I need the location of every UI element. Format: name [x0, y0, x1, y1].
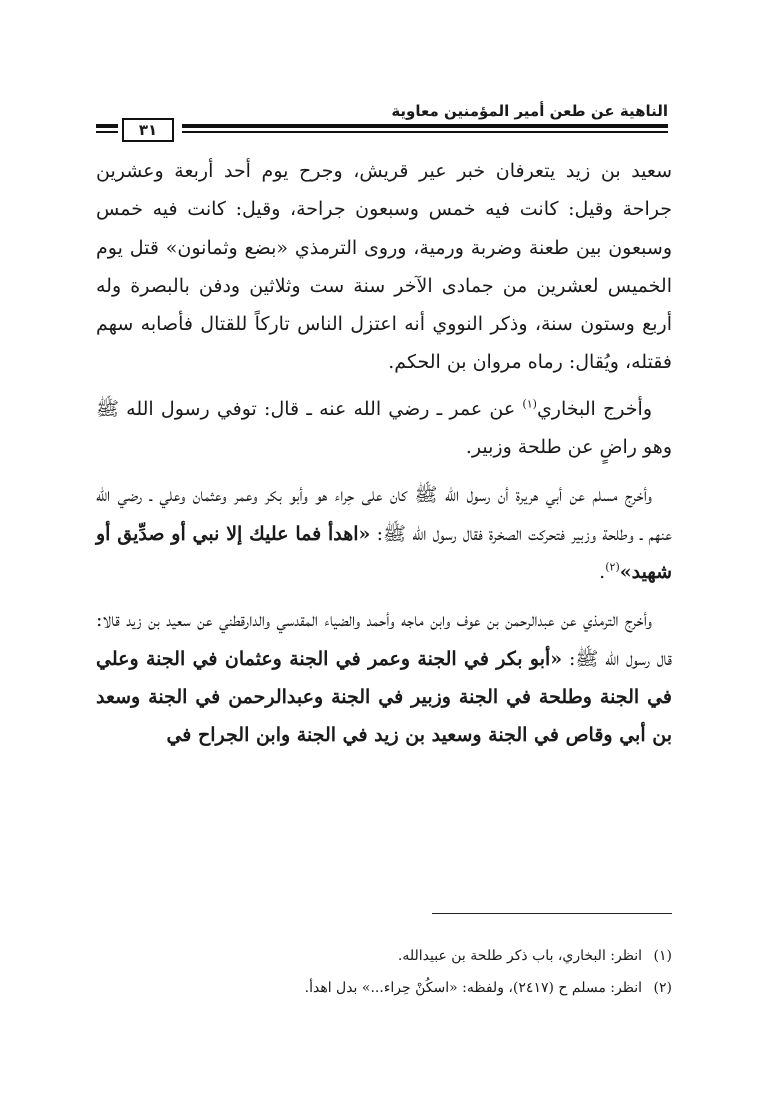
page-body: [96, 152, 672, 754]
paragraph-text: .: [599, 560, 606, 583]
hadith-quote: «اهدأ فما عليك إلا نبي أو صدِّيق أو شهيد»: [96, 522, 672, 583]
page-header: [96, 100, 668, 146]
paragraph-1: [96, 152, 672, 382]
paragraph-text: عن عمر ـ رضي الله عنه ـ قال: توفي رسول الله ﷺ وهو راضٍ عن طلحة وزبير.: [96, 397, 672, 459]
paragraph-2: [96, 390, 672, 467]
paragraph-text: سعيد بن زيد يتعرفان خبر عير قريش، وجرح يوم أحد أربعة وعشرين جراحة وقيل: كانت فيه خمس وسبعون جراحة، وقيل: كانت فيه خمس وسبعون بين طعنة وضربة ورمية، وروى الترمذي «بضع وثمانون» قتل يوم الخميس لعشرين من جمادى الآخر سنة ست وثلاثين ودفن بالبصرة وله أربع وستون سنة، وذكر النووي أنه اعتزل الناس تاركاً للقتال فأصابه سهم فقتله، ويُقال: رماه مروان بن الحكم.: [96, 160, 672, 374]
footnote-1: [96, 940, 672, 972]
footnote-text: انظر: مسلم ح (٢٤١٧)، ولفظه: «اسكُنْ حِراء...» بدل اهدأ.: [304, 980, 642, 996]
header-ornament-thin: [96, 131, 118, 133]
paragraph-3: [96, 476, 672, 591]
page-number: ٣١: [122, 118, 174, 142]
header-rule: [182, 124, 668, 128]
footnote-2: [96, 972, 672, 1004]
paragraph-text: وأخرج البخاري: [536, 397, 652, 420]
footnotes: [96, 940, 672, 1004]
paragraph-4: [96, 601, 672, 754]
footnote-ref[interactable]: (٢): [605, 560, 620, 574]
footnote-number: (٢): [653, 980, 672, 996]
footnote-number: (١): [653, 948, 672, 964]
running-title: الناهية عن طعن أمير المؤمنين معاوية: [391, 102, 668, 120]
footnote-separator: [432, 913, 672, 914]
hadith-quote: «أبو بكر في الجنة وعمر في الجنة وعثمان في الجنة وعلي في الجنة وطلحة في الجنة وزبير في الجنة وعبدالرحمن في الجنة وسعد بن أبي وقاص في الجنة وسعيد بن زيد في الجنة وابن الجراح في: [96, 647, 672, 747]
footnote-ref[interactable]: (١): [522, 397, 537, 411]
header-rule-thin: [182, 131, 668, 133]
header-ornament: [96, 124, 118, 128]
footnote-text: انظر: البخاري، باب ذكر طلحة بن عبيدالله.: [397, 948, 642, 964]
paragraph-text: وأخرج الترمذي عن عبدالرحمن بن عوف وابن ماجه وأحمد والضياء المقدسي والدارقطني عن سعيد بن زيد قالا: قال رسول الله ﷺ:: [96, 609, 673, 670]
paragraph-text: وأخرج مسلم عن أبي هريرة أن رسول الله ﷺ كان على حِراء هو وأبو بكر وعمر وعثمان وعلي ـ رضي الله عنهم ـ وطلحة وزبير فتحركت الصخرة فقال رسول الله ﷺ:: [96, 484, 672, 545]
